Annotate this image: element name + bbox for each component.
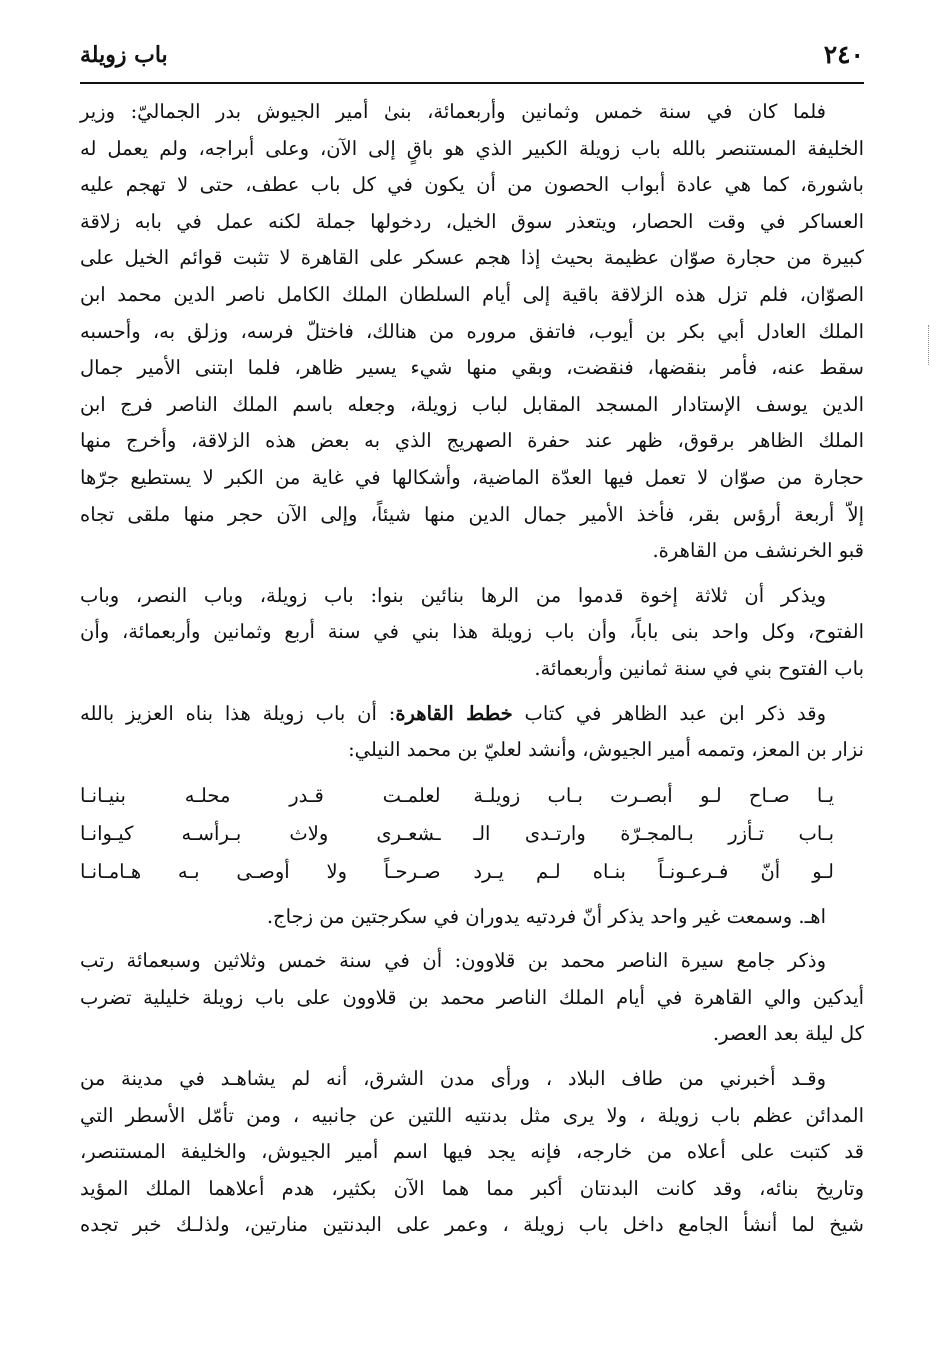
page-number: ٢٤٠: [823, 40, 864, 69]
text-line: الفتوح، وكل واحد بنى باباً، وأن باب زويلة هذا بني في سنة أربع وثمانين وأربعمائة، وأن: [80, 620, 864, 644]
text-line: الملك الظاهر برقوق، ظهر عند حفرة الصهريج الذي به بعض هذه الزلاقة، وأخرج منها: [80, 429, 864, 453]
paragraph-1: [80, 94, 864, 570]
poem-hemistich: يـا صـاح لـو أبصـرت بـاب زويلـة: [473, 783, 834, 807]
text-line: وقـد أخبرني من طاف البلاد ، ورأى مدن الشرق، أنه لم يشاهـد في مدينة من: [80, 1067, 826, 1091]
body-text: [80, 94, 864, 1244]
text-line: كل ليلة بعد العصر.: [712, 1022, 864, 1046]
text-line: شيخ لما أنشأ الجامع داخل باب زويلة ، وعمر على البدنتين منارتين، ولذلـك خبر تجده: [80, 1213, 864, 1237]
poem: [80, 777, 864, 891]
text-line: كبيرة من حجارة صوّان عظيمة بحيث إذا هجم عسكر على القاهرة لا تثبت قوائم الخيل على: [80, 246, 864, 270]
text-line: فلما كان في سنة خمس وثمانين وأربعمائة، بنىٰ أمير الجيوش بدر الجماليّ: وزير: [80, 100, 826, 123]
paragraph-3: [80, 696, 864, 769]
paragraph-5: [80, 1061, 864, 1244]
text-line: باب الفتوح بني في سنة ثمانين وأربعمائة.: [534, 656, 864, 680]
text-line: حجارة من صوّان لا تعمل فيها العدّة الماضية، وأشكالها في غاية من الكبر لا يستطيع جرّها: [80, 465, 864, 489]
text-line: سقط عنه، فأمر بنقضها، فنقضت، وبقي منها شيء يسير ظاهر، فلما ابتنى الأمير جمال: [80, 356, 864, 380]
margin-mark: [928, 325, 935, 365]
poem-hemistich: ـشعـرى ولاث بـرأسـه كيـوانـا: [80, 821, 441, 845]
poem-verse: [80, 815, 864, 853]
text-line: الخليفة المستنصر بالله باب زويلة الكبير الذي هو باقٍ إلى الآن، وعلى أبراجه، ولم يعمل له: [80, 136, 864, 160]
text-line: وتاريخ بنائه، وقد كانت البدنتان أكبر مما هما الآن بكثير، هدم أعلاهما الملك المؤيد: [80, 1176, 864, 1200]
poem-verse: [80, 777, 864, 815]
poem-verse: [80, 853, 864, 891]
text-line: باشورة، كما هي عادة أبواب الحصون من أن يكون في كل باب عطف، حتى لا تهجم عليه: [80, 173, 864, 197]
text-line: الدين يوسف الإستادار المسجد المقابل لباب زويلة، وجعله باسم الملك الناصر فرج ابن: [80, 392, 864, 416]
paragraph-4: [80, 943, 864, 1053]
poem-hemistich: بـاب تـأزر بـالمجـرّة وارتـدى الـ: [473, 821, 834, 845]
text-line: ويذكر أن ثلاثة إخوة قدموا من الرها بنائين بنوا: باب زويلة، وباب النصر، وباب: [80, 583, 826, 607]
text-line: نزار بن المعز، وتممه أمير الجيوش، وأنشد لعليّ بن محمد النيلي:: [348, 738, 864, 762]
text-segment: : أن باب زويلة هذا بناه العزيز بالله: [80, 701, 396, 725]
text-line: إلاّ أربعة أرؤس بقر، فأخذ الأمير جمال الدين منها شيئاً، وإلى الآن حجر منها ملقى تجاه: [80, 502, 864, 526]
text-line: الصوّان، فلم تزل هذه الزلاقة باقية إلى أيام السلطان الملك الكامل ناصر الدين محمد ابن: [80, 282, 864, 306]
text-line: الملك العادل أبي بكر بن أيوب، فاتفق مروره من هنالك، فاختلّ فرسه، وزلق به، وأحسبه: [80, 319, 864, 343]
text-line: المدائن عظم باب زويلة ، ولا يرى مثل بدنتيه اللتين عن جانبيه ، ومن تأمّل الأسطر التي: [80, 1103, 864, 1127]
poem-hemistich: صـرحـاً ولا أوصـى بـه هـامـانـا: [80, 859, 441, 883]
text-line: اهـ. وسمعت غير واحد يذكر أنّ فردتيه يدوران في سكرجتين من زجاج.: [266, 904, 826, 928]
paragraph-2: [80, 578, 864, 688]
running-title: باب زويلة: [80, 42, 168, 68]
text-line: قد كتبت على أعلاه من خارجه، فإنه يجد فيها اسم أمير الجيوش، والخليفة المستنصر،: [80, 1140, 864, 1164]
page-header: [80, 38, 864, 84]
paragraph-after-poem: [80, 899, 864, 936]
text-line: [80, 696, 864, 733]
text-line: وذكر جامع سيرة الناصر محمد بن قلاوون: أن في سنة خمس وثلاثين وسبعمائة رتب: [80, 949, 826, 973]
book-title: خطط القاهرة: [395, 701, 513, 725]
text-line: العساكر في وقت الحصار، ويتعذر سوق الخيل، ردخولها جملة لكنه عمل في بابه زلاقة: [80, 209, 864, 233]
poem-hemistich: لـو أنّ فـرعـونـاً بنـاه لـم يـرد: [473, 859, 834, 883]
text-segment: وقد ذكر ابن عبد الظاهر في كتاب: [512, 701, 827, 725]
text-line: أيدكين والي القاهرة في أيام الملك الناصر محمد بن قلاوون على باب زويلة خليلية تضرب: [80, 985, 864, 1009]
poem-hemistich: لعلمـت قـدر محلـه بنيـانـا: [80, 783, 441, 807]
text-line: قبو الخرنشف من القاهرة.: [652, 539, 864, 563]
